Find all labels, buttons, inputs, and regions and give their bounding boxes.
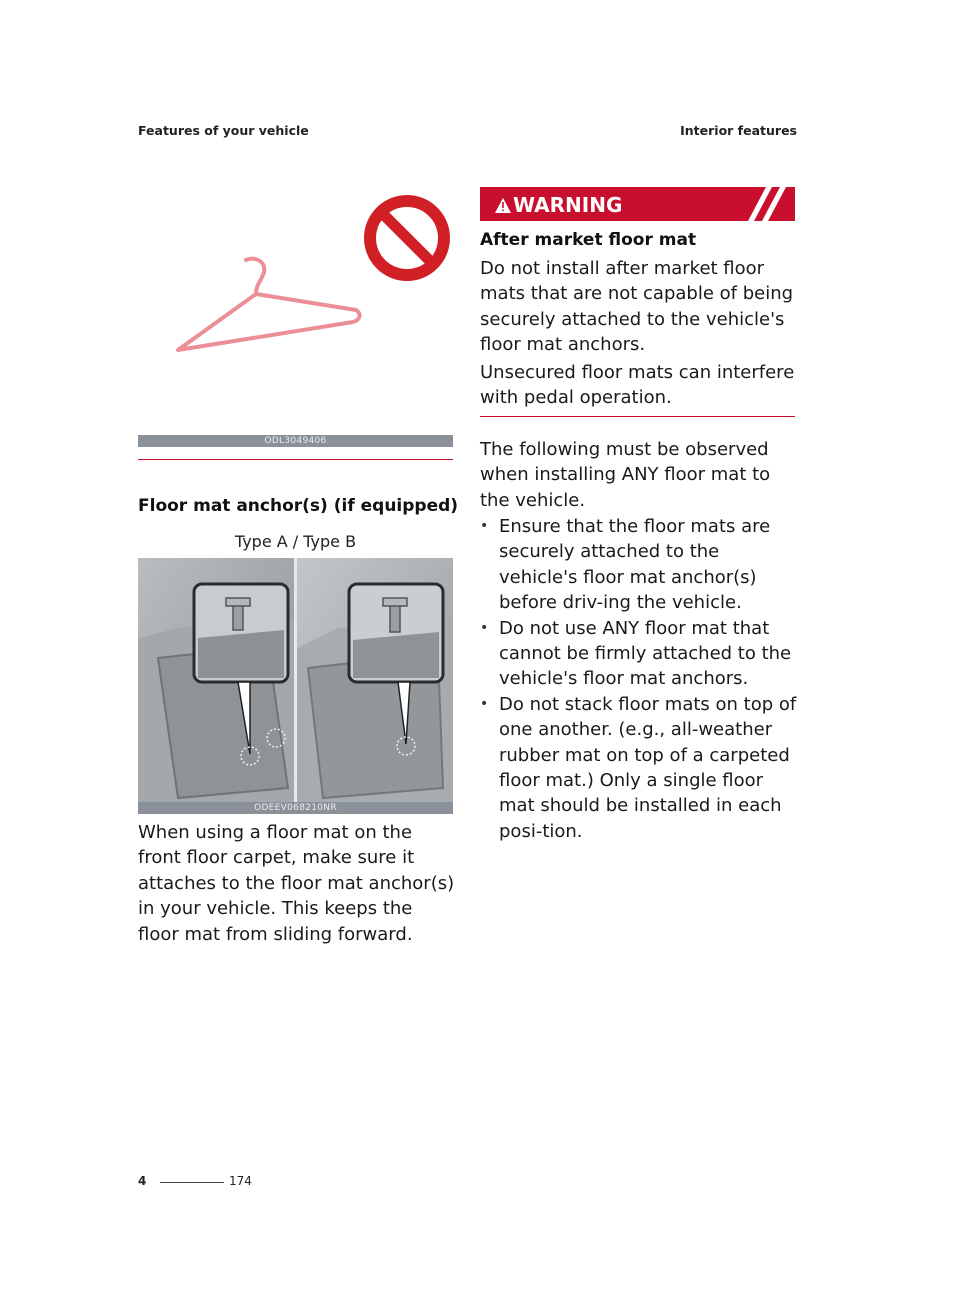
figure-code: ODEEV068210NR [138,802,453,814]
warning-subtitle: After market floor mat [480,230,697,250]
floor-mat-instructions: When using a floor mat on the front floor carpet, make sure it attaches to the floor mat anchor(s) in your vehicle. This keeps the floor mat from sliding forward. [138,822,455,945]
warning-paragraph: Unsecured floor mats can interfere with pedal operation. [480,362,795,409]
no-hanger-illustration [138,180,453,435]
precautions-list [480,514,800,844]
type-b-photo [297,558,453,802]
list-item: • Ensure that the floor mats are securely attached to the vehicle's floor mat anchor(s) before driv-ing the vehicle. [480,514,800,616]
type-label: Type A / Type B [234,532,357,551]
type-a-photo [138,558,294,802]
warning-paragraph: Do not install after market floor mats that are not capable of being securely attached to the vehicle's floor mat anchors. [480,258,794,356]
floor-mat-anchor-photo [138,558,453,802]
prohibited-icon [370,201,444,275]
intro-paragraph: The following must be observed when installing ANY floor mat to the vehicle. [480,439,771,511]
running-header-section: Interior features [680,123,797,138]
warning-banner [480,187,795,221]
running-header-chapter: Features of your vehicle [138,123,309,138]
section-title: Floor mat anchor(s) (if equipped) [138,496,459,516]
chapter-number: 4 [138,1174,147,1188]
warning-label: WARNING [513,193,623,217]
figure-code: ODL3049406 [138,435,453,447]
footer-divider [160,1182,224,1183]
list-item: • Do not use ANY floor mat that cannot be firmly attached to the vehicle's floor mat anchors. [480,616,800,692]
section-divider [138,459,453,460]
page-number: 174 [229,1174,252,1188]
warning-end-divider [480,416,795,417]
list-item: • Do not stack floor mats on top of one another. (e.g., all-weather rubber mat on top of a carpeted floor mat.) Only a single floor mat should be installed in each posi-tion. [480,692,800,844]
coat-hanger-icon [178,259,360,350]
